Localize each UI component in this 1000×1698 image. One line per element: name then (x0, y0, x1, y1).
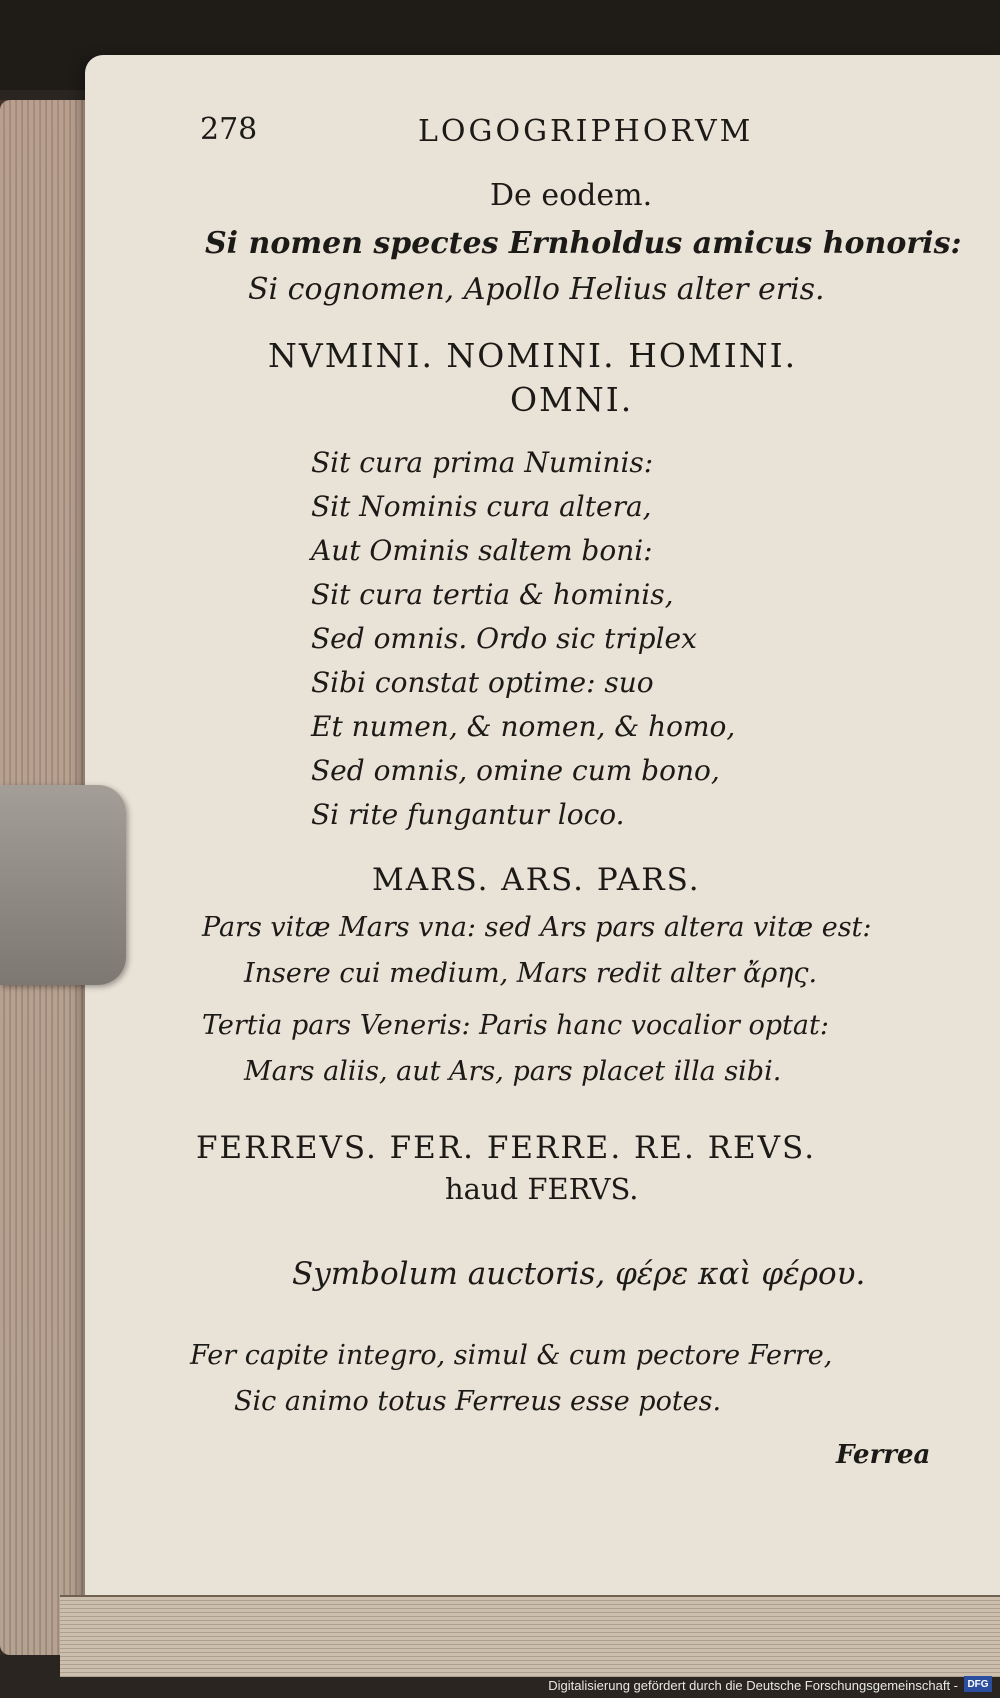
page-clip (0, 785, 126, 985)
section-4-line: Fer capite integro, simul & cum pectore Ferre, (190, 1340, 833, 1371)
section-2-heading: NVMINI. NOMINI. HOMINI. (268, 336, 798, 375)
catchword: Ferrea (836, 1440, 931, 1470)
funding-notice: Digitalisierung gefördert durch die Deutsche Forschungsgemeinschaft - (548, 1678, 958, 1693)
poem-line: Sibi constat optime: suo (311, 666, 654, 699)
section-3-line: Tertia pars Veneris: Paris hanc vocalior optat: (202, 1010, 829, 1041)
poem-line: Sed omnis. Ordo sic triplex (311, 622, 697, 655)
poem-line: Sit Nominis cura altera, (311, 490, 652, 523)
running-head: LOGOGRIPHORVM (418, 114, 754, 149)
section-2-heading: OMNI. (510, 380, 634, 419)
section-3-heading: MARS. ARS. PARS. (372, 862, 701, 898)
poem-line: Si rite fungantur loco. (311, 798, 625, 831)
section-1-heading: De eodem. (490, 178, 653, 213)
poem-line: Sit cura prima Numinis: (311, 446, 654, 479)
section-4-line: Sic animo totus Ferreus esse potes. (234, 1386, 722, 1417)
section-4-heading: FERREVS. FER. FERRE. RE. REVS. (196, 1130, 817, 1166)
poem-line: Aut Ominis saltem boni: (311, 534, 653, 567)
poem-line: Sed omnis, omine cum bono, (311, 754, 720, 787)
footer-bar (0, 1672, 1000, 1698)
section-3-line: Insere cui medium, Mars redit alter ἄρης. (244, 958, 818, 989)
section-3-line: Pars vitæ Mars vna: sed Ars pars altera vitæ est: (202, 912, 872, 943)
poem-line: Sit cura tertia & hominis, (311, 578, 674, 611)
bottom-page-edges (60, 1595, 1000, 1677)
author-symbol: Symbolum auctoris, φέρε καὶ φέρου. (292, 1256, 866, 1292)
section-4-heading: haud FERVS. (445, 1172, 639, 1206)
poem-line: Et numen, & nomen, & homo, (311, 710, 736, 743)
section-1-line: Si nomen spectes Ernholdus amicus honoris: (205, 226, 962, 261)
section-1-line: Si cognomen, Apollo Helius alter eris. (248, 272, 825, 307)
dfg-logo: DFG (964, 1676, 992, 1692)
page-number: 278 (200, 112, 258, 147)
section-3-line: Mars aliis, aut Ars, pars placet illa sibi. (244, 1056, 782, 1087)
